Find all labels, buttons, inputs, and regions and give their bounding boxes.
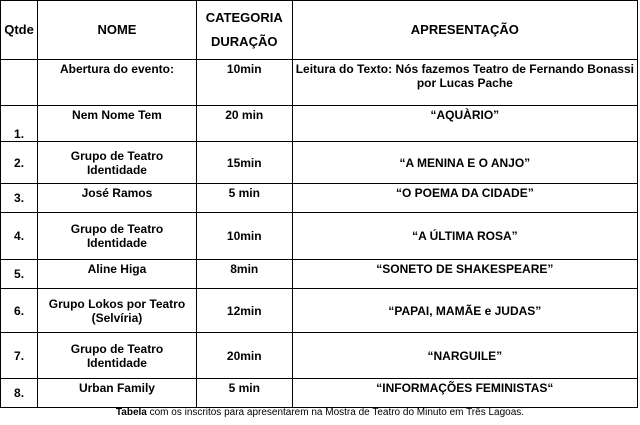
header-categoria-line2: DURAÇÃO (211, 34, 278, 49)
row-duracao: 10min (196, 60, 292, 106)
table-row (1, 289, 638, 333)
header-nome: NOME (38, 1, 197, 60)
row-apresentacao: “A MENINA E O ANJO” (292, 142, 637, 184)
row-apresentacao: “AQUÀRIO” (292, 106, 637, 142)
row-nome: Nem Nome Tem (38, 106, 197, 142)
row-nome: Grupo de Teatro Identidade (38, 142, 197, 184)
row-number: 8. (1, 379, 38, 408)
row-duracao: 12min (196, 289, 292, 333)
table-row (1, 106, 638, 142)
row-apresentacao: “INFORMAÇÕES FEMINISTAS“ (292, 379, 637, 408)
row-duracao: 10min (196, 213, 292, 260)
row-nome: Grupo de Teatro Identidade (38, 213, 197, 260)
table-row (1, 213, 638, 260)
row-nome: Abertura do evento: (38, 60, 197, 106)
header-qtde: Qtde (1, 1, 38, 60)
row-apresentacao: Leitura do Texto: Nós fazemos Teatro de Fernando Bonassi por Lucas Pache (292, 60, 637, 106)
table-row (1, 260, 638, 289)
row-apresentacao: “NARGUILE” (292, 333, 637, 379)
table-caption (0, 407, 640, 419)
row-nome: Aline Higa (38, 260, 197, 289)
row-apresentacao: “SONETO DE SHAKESPEARE” (292, 260, 637, 289)
row-apresentacao: “PAPAI, MAMÃE e JUDAS” (292, 289, 637, 333)
header-categoria-line1: CATEGORIA (205, 10, 283, 25)
row-number (1, 60, 38, 106)
row-nome: José Ramos (38, 184, 197, 213)
row-number: 3. (1, 184, 38, 213)
table-row (1, 184, 638, 213)
row-duracao: 5 min (196, 184, 292, 213)
table-row (1, 379, 638, 408)
caption-bold: Tabela (115, 407, 147, 418)
row-duracao: 5 min (196, 379, 292, 408)
row-duracao: 15min (196, 142, 292, 184)
row-apresentacao: “O POEMA DA CIDADE” (292, 184, 637, 213)
row-duracao: 20min (196, 333, 292, 379)
row-nome: Grupo Lokos por Teatro (Selvíria) (38, 289, 197, 333)
row-number: 4. (1, 213, 38, 260)
row-number: 2. (1, 142, 38, 184)
row-apresentacao: “A ÚLTIMA ROSA” (292, 213, 637, 260)
header-apresentacao: APRESENTAÇÃO (292, 1, 637, 60)
table-row (1, 60, 638, 106)
header-row (1, 1, 638, 60)
header-categoria (196, 1, 292, 60)
row-duracao: 20 min (196, 106, 292, 142)
row-nome: Grupo de Teatro Identidade (38, 333, 197, 379)
table-row (1, 333, 638, 379)
caption-text: com os inscritos para apresentarem na Mostra de Teatro do Minuto em Três Lagoas. (146, 407, 525, 418)
row-number: 1. (1, 106, 38, 142)
row-number: 6. (1, 289, 38, 333)
table-row (1, 142, 638, 184)
row-number: 7. (1, 333, 38, 379)
row-number: 5. (1, 260, 38, 289)
row-duracao: 8min (196, 260, 292, 289)
row-nome: Urban Family (38, 379, 197, 408)
